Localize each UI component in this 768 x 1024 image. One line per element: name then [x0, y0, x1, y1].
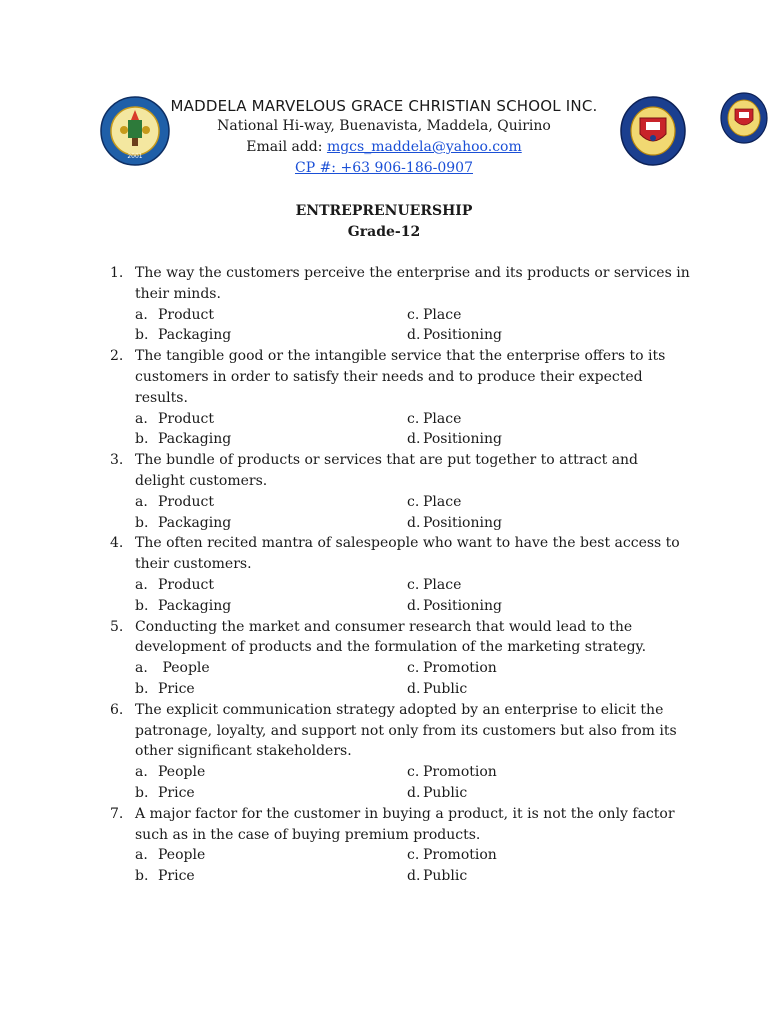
- question-number: 6.: [110, 701, 124, 718]
- choices-row: [135, 783, 690, 804]
- choice-text: Positioning: [423, 431, 502, 448]
- choice-letter: c.: [407, 764, 420, 781]
- question-item: [110, 533, 690, 616]
- choice-text: Public: [423, 680, 468, 697]
- choice-text: Promotion: [423, 660, 497, 677]
- choice-letter: a.: [135, 660, 148, 677]
- choice-letter: b.: [135, 868, 149, 885]
- choice-letter: b.: [135, 680, 149, 697]
- question-number: 5.: [110, 618, 124, 635]
- choice-option: [135, 679, 407, 700]
- choice-letter: c.: [407, 660, 420, 677]
- choice-option: [407, 305, 679, 326]
- choice-text: Price: [158, 868, 195, 885]
- choices-row: [135, 596, 690, 617]
- choice-text: Product: [158, 306, 214, 323]
- choice-option: [407, 575, 679, 596]
- choice-option: [135, 658, 407, 679]
- choice-text: Place: [423, 410, 462, 427]
- choice-letter: d.: [407, 597, 421, 614]
- choices-row: [135, 679, 690, 700]
- choice-text: Packaging: [158, 327, 232, 344]
- choices-row: [135, 575, 690, 596]
- choice-letter: b.: [135, 431, 149, 448]
- question-item: [110, 617, 690, 700]
- choice-option: [135, 325, 407, 346]
- choice-text: Place: [423, 493, 462, 510]
- choice-letter: d.: [407, 868, 421, 885]
- question-text: A major factor for the customer in buying a product, it is not the only factor such as in the case of buying premium products.: [135, 805, 675, 843]
- choice-option: [135, 596, 407, 617]
- choice-option: [135, 866, 407, 887]
- choice-option: [407, 762, 679, 783]
- choice-letter: a.: [135, 493, 148, 510]
- question-item: [110, 700, 690, 804]
- letterhead: [0, 96, 768, 179]
- choice-option: [407, 866, 679, 887]
- choice-letter: c.: [407, 493, 420, 510]
- question-list: [110, 263, 690, 887]
- choice-letter: b.: [135, 514, 149, 531]
- email-label: Email add:: [246, 139, 327, 155]
- choice-option: [135, 429, 407, 450]
- choice-text: Packaging: [158, 514, 232, 531]
- choice-text: Product: [158, 410, 214, 427]
- question-text: The explicit communication strategy adopted by an enterprise to elicit the patronage, loyalty, and support not only from its customers but also from its other significant stakeholders.: [135, 701, 677, 760]
- choice-text: Packaging: [158, 431, 232, 448]
- choice-text: Promotion: [423, 847, 497, 864]
- choice-letter: b.: [135, 784, 149, 801]
- choice-text: Price: [158, 680, 195, 697]
- choice-text: Public: [423, 784, 468, 801]
- cp-link[interactable]: CP #: +63 906-186-0907: [294, 160, 473, 176]
- question-text: Conducting the market and consumer research that would lead to the development of products and the formulation of the marketing strategy.: [135, 618, 647, 656]
- choice-option: [407, 845, 679, 866]
- choice-option: [135, 783, 407, 804]
- question-text: The way the customers perceive the enterprise and its products or services in their minds.: [135, 265, 690, 302]
- choices-row: [135, 429, 690, 450]
- question-number: 1.: [110, 265, 124, 281]
- choice-option: [407, 679, 679, 700]
- choice-letter: c.: [407, 576, 420, 593]
- choices-row: [135, 513, 690, 534]
- choice-text: Place: [423, 576, 462, 593]
- question-number: 2.: [110, 348, 124, 365]
- choices-row: [135, 658, 690, 679]
- choice-option: [407, 429, 679, 450]
- school-seal-year: 2001: [127, 153, 143, 160]
- choice-text: Place: [423, 306, 462, 323]
- choice-option: [135, 513, 407, 534]
- choice-letter: b.: [135, 597, 149, 614]
- choice-option: [407, 325, 679, 346]
- question-text: The bundle of products or services that are put together to attract and delight customers.: [135, 452, 639, 489]
- school-address: National Hi-way, Buenavista, Maddela, Quirino: [217, 118, 551, 134]
- choices-row: [135, 762, 690, 783]
- choice-option: [407, 492, 679, 513]
- choice-letter: d.: [407, 784, 421, 801]
- document-title: ENTREPRENUERSHIP: [295, 203, 473, 219]
- choice-letter: a.: [135, 764, 148, 781]
- cp-line: [0, 158, 768, 179]
- choice-letter: d.: [407, 327, 421, 344]
- choice-text: Promotion: [423, 764, 497, 781]
- choice-letter: b.: [135, 327, 149, 344]
- question-number: 3.: [110, 452, 124, 469]
- choices-row: [135, 409, 690, 430]
- choice-option: [407, 596, 679, 617]
- question-item: [110, 263, 690, 346]
- question-number: 4.: [110, 535, 124, 552]
- choices-row: [135, 866, 690, 887]
- question-item: [110, 450, 690, 533]
- choice-text: Price: [158, 784, 195, 801]
- choice-option: [407, 658, 679, 679]
- choice-option: [135, 409, 407, 430]
- choice-letter: a.: [135, 847, 148, 864]
- choice-option: [135, 762, 407, 783]
- grade-level: Grade-12: [347, 224, 421, 240]
- choice-text: Product: [158, 576, 214, 593]
- question-text: The tangible good or the intangible service that the enterprise offers to its customers in order to satisfy their needs and to produce their expected results.: [135, 348, 666, 406]
- choice-letter: a.: [135, 576, 148, 593]
- choice-letter: d.: [407, 680, 421, 697]
- choice-letter: c.: [407, 306, 420, 323]
- choice-letter: c.: [407, 847, 420, 864]
- choices-row: [135, 845, 690, 866]
- choice-option: [135, 575, 407, 596]
- choice-text: People: [158, 764, 206, 781]
- question-item: [110, 346, 690, 450]
- question-number: 7.: [110, 805, 124, 822]
- choice-option: [407, 409, 679, 430]
- choices-row: [135, 325, 690, 346]
- choice-letter: d.: [407, 514, 421, 531]
- email-link[interactable]: mgcs_maddela@yahoo.com: [326, 139, 522, 155]
- email-line: [0, 137, 768, 158]
- choice-letter: c.: [407, 410, 420, 427]
- question-item: [110, 804, 690, 887]
- choice-text: People: [158, 660, 210, 677]
- choice-text: Positioning: [423, 327, 502, 344]
- choice-option: [407, 783, 679, 804]
- choice-letter: a.: [135, 306, 148, 323]
- choice-text: Packaging: [158, 597, 232, 614]
- choice-letter: d.: [407, 431, 421, 448]
- choice-text: Positioning: [423, 514, 502, 531]
- choice-option: [135, 305, 407, 326]
- choices-row: [135, 492, 690, 513]
- choice-option: [135, 492, 407, 513]
- choice-text: Product: [158, 493, 214, 510]
- choice-text: Positioning: [423, 597, 502, 614]
- choice-text: Public: [423, 868, 468, 885]
- school-name: MADDELA MARVELOUS GRACE CHRISTIAN SCHOOL INC.: [170, 97, 598, 115]
- question-text: The often recited mantra of salespeople who want to have the best access to their customers.: [135, 535, 680, 573]
- choice-option: [407, 513, 679, 534]
- choice-option: [135, 845, 407, 866]
- choice-text: People: [158, 847, 206, 864]
- choices-row: [135, 305, 690, 326]
- choice-letter: a.: [135, 410, 148, 427]
